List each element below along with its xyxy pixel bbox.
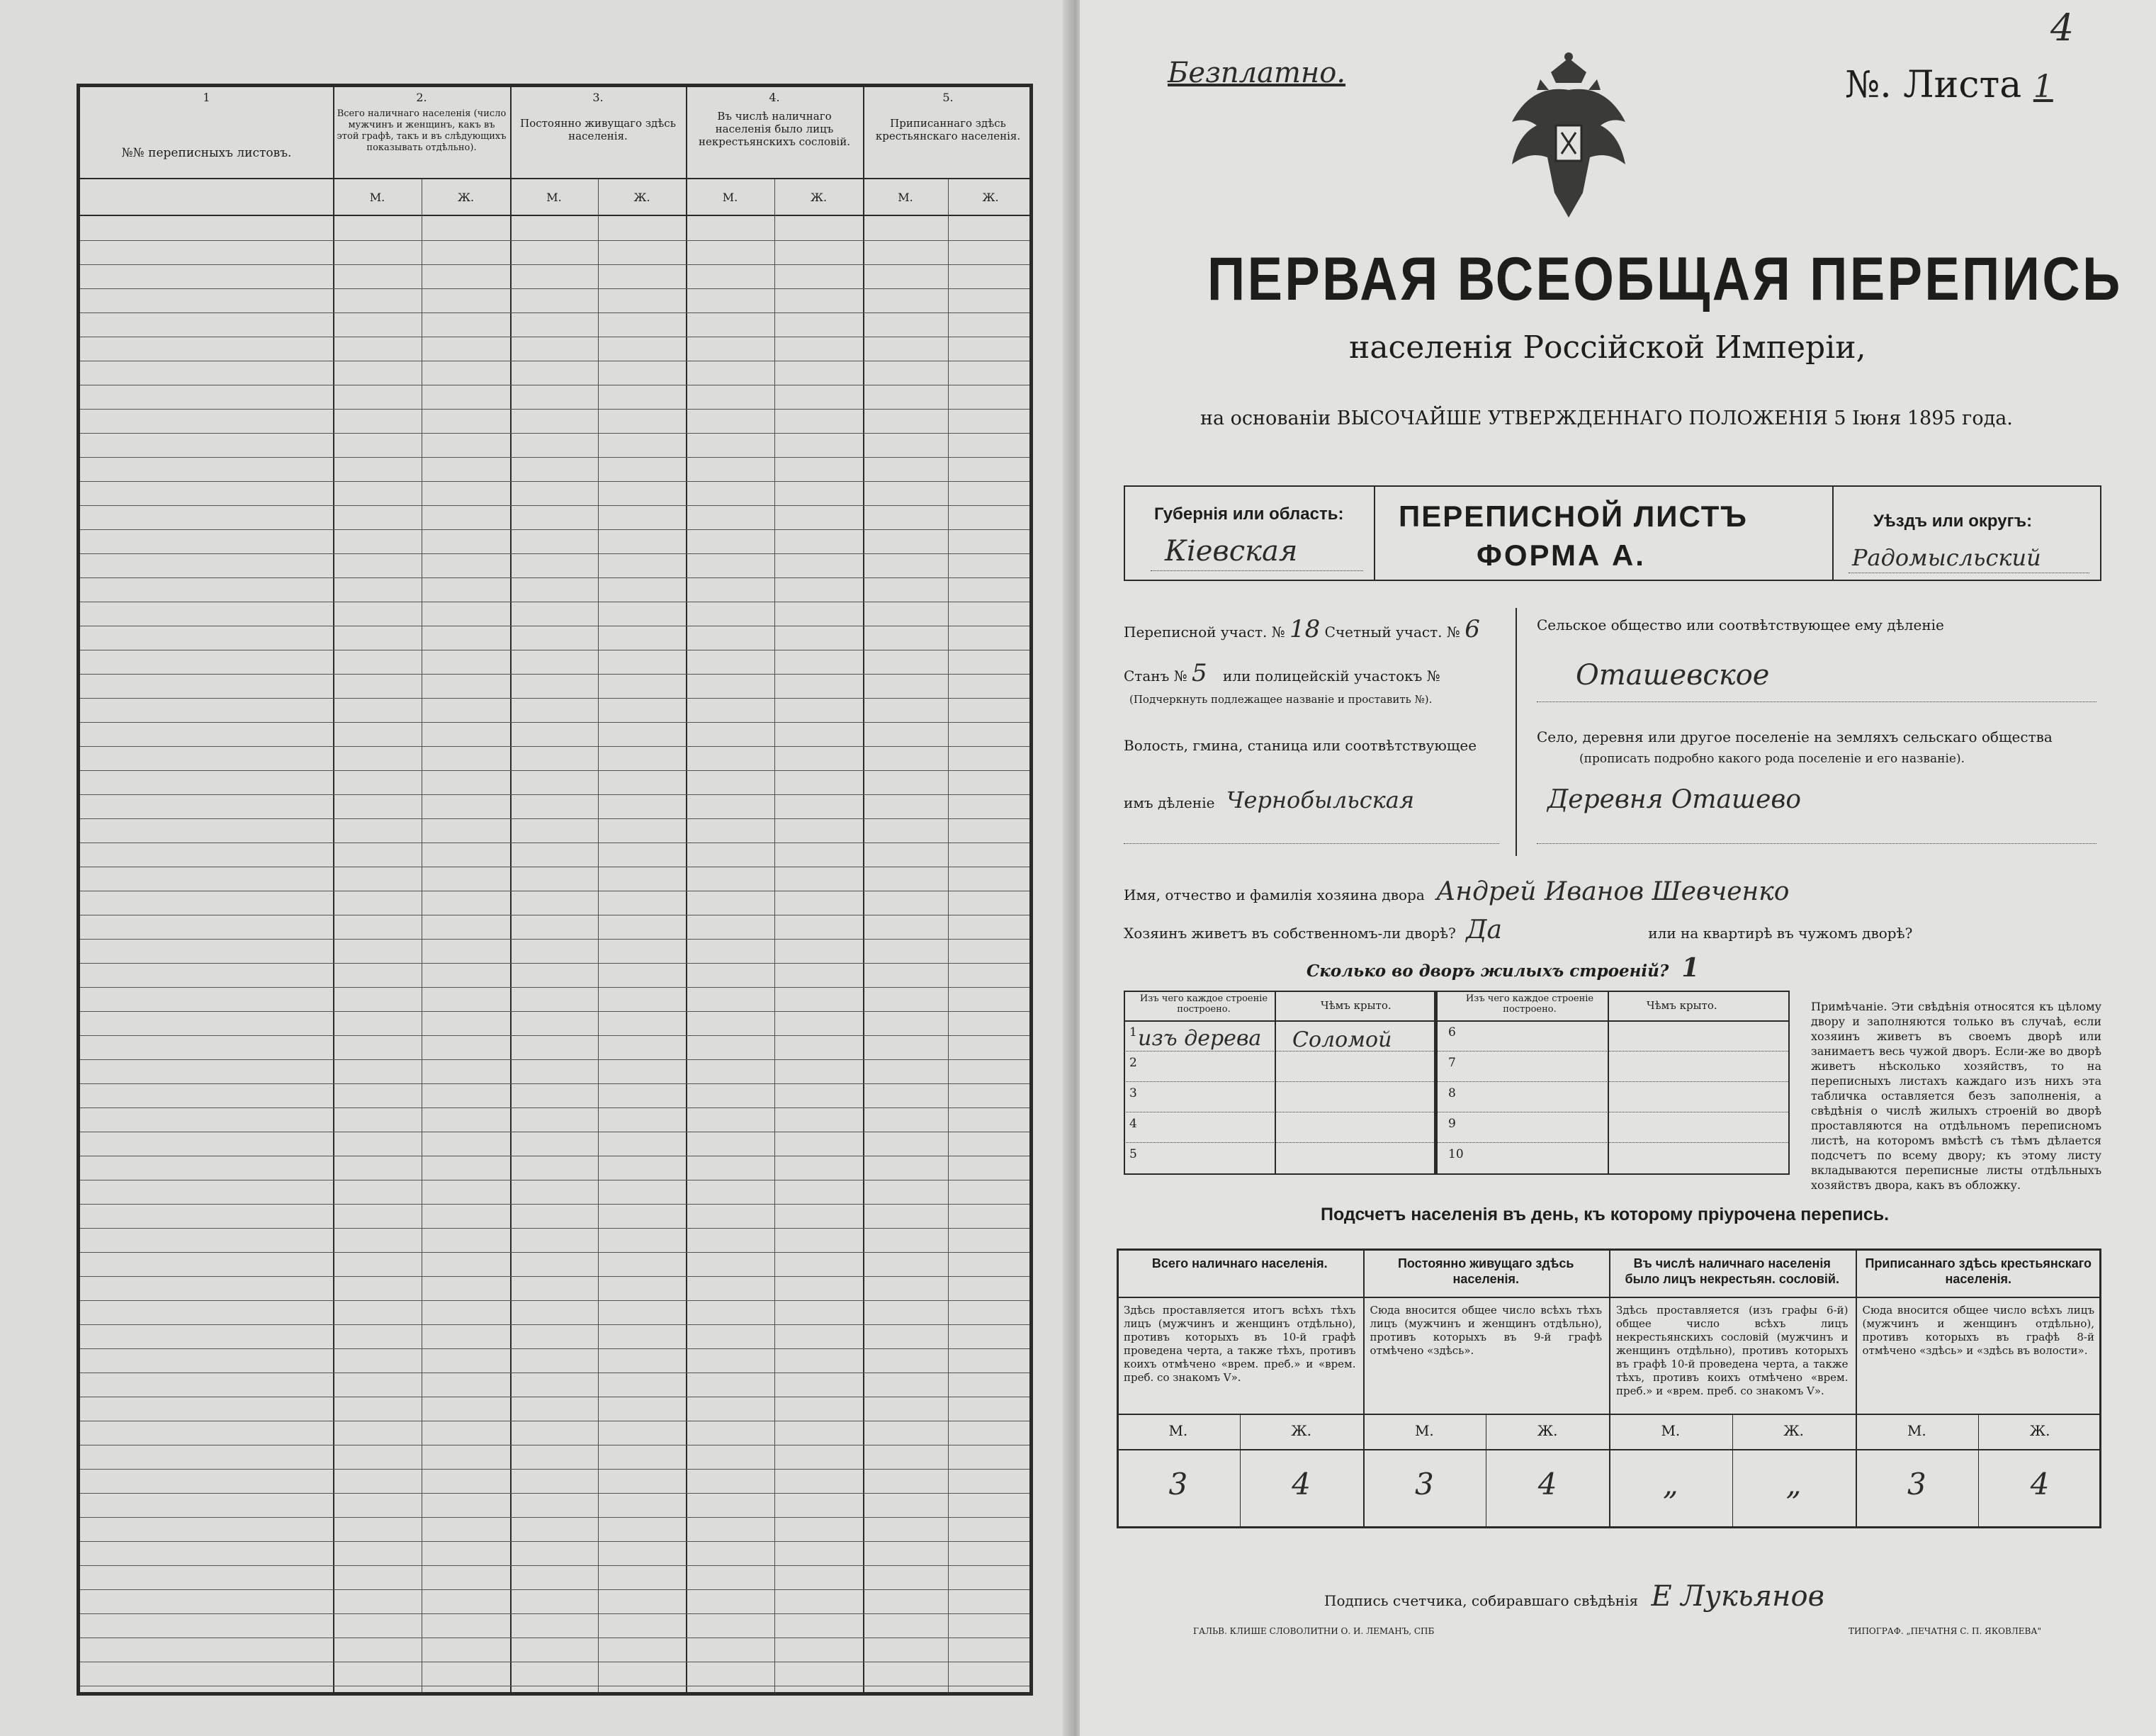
settlement-note: (прописать подробно какого рода поселеніе и его названіе). (1579, 752, 1965, 766)
ruled-line (80, 312, 1029, 313)
imperial-eagle-emblem (1498, 51, 1639, 228)
count-title: Подсчетъ населенія въ день, къ которому пріурочена перепись. (1321, 1205, 1890, 1224)
province-label: Губернія или область: (1154, 505, 1344, 524)
ruled-line (80, 1228, 1029, 1229)
ruled-line (80, 794, 1029, 795)
count-col-f-label: Ж. (1537, 1422, 1558, 1439)
row-line (1124, 1051, 1790, 1052)
signature-row (1324, 1580, 1824, 1613)
district-label: Уѣздъ или округъ: (1873, 512, 2033, 531)
rented-label: или на квартирѣ въ чужомъ дворѣ? (1648, 925, 1913, 942)
col-3-title: Постоянно живущаго здѣсь населенія. (520, 117, 676, 142)
district-value: Радомысльский (1852, 544, 2041, 571)
count-col-desc: Сюда вносится общее число всѣхъ тѣхъ лицъ (мужчинъ и женщинъ отдѣльно), противъ которыхъ въ 9-й графѣ отмѣчено «здѣсь». (1370, 1304, 1602, 1357)
vline (774, 179, 775, 1692)
count-col-m-label: М. (1907, 1422, 1926, 1439)
volost-label-1: Волость, гмина, станица или соотвѣтствующее (1124, 737, 1477, 754)
ruled-line (80, 722, 1029, 723)
col-5-m: М. (898, 191, 913, 204)
ruled-line (80, 1565, 1029, 1566)
volost-value: Чернобыльская (1226, 787, 1414, 813)
census-area-value: 18 (1289, 615, 1321, 643)
col-4-f: Ж. (810, 191, 828, 204)
count-col-desc: Сюда вносится общее число всѣхъ лицъ (мужчинъ и женщинъ отдѣльно), противъ которыхъ въ графѣ 8-й отмѣчено «здѣсь» и «здѣсь въ волости». (1862, 1304, 2094, 1357)
ruled-line (80, 577, 1029, 578)
count-value: „ (1662, 1467, 1678, 1501)
ruled-line (80, 1589, 1029, 1590)
subheader-row-border (80, 179, 1029, 216)
count-area-label: Счетный участ. № (1324, 624, 1460, 641)
count-col-title: Постоянно живущаго здѣсь населенія. (1397, 1256, 1574, 1286)
vline (333, 87, 334, 1692)
col-3-f: Ж. (633, 191, 650, 204)
left-page (0, 0, 1077, 1736)
free-label: Безплатно. (1168, 57, 1346, 89)
buildings-value: 1 (1681, 953, 1700, 983)
ruled-line (80, 770, 1029, 771)
form-title: ПЕРВАЯ ВСЕОБЩАЯ ПЕРЕПИСЬ (1207, 245, 2123, 313)
ruled-line (80, 288, 1029, 289)
building-row-number: 9 (1448, 1117, 1456, 1131)
ruled-line (80, 1276, 1029, 1277)
owner-label: Имя, отчество и фамилія хозяина двора (1124, 886, 1425, 903)
building-row-number: 4 (1129, 1117, 1137, 1131)
ruled-line (80, 987, 1029, 988)
col-5-title: Приписаннаго здѣсь крестьянскаго населенія. (875, 117, 1021, 142)
header-row-border (80, 87, 1029, 179)
ruled-line (80, 1541, 1029, 1542)
signature-value: Е Лукьянов (1651, 1580, 1824, 1613)
village-society-label: Сельское общество или соотвѣтствующее ему дѣленіе (1537, 616, 1944, 633)
col-4-title: Въ числѣ наличнаго населенія было лицъ некрестьянскихъ сословій. (699, 110, 850, 148)
signature-label: Подпись счетчика, собиравшаго свѣдѣнія (1324, 1592, 1639, 1609)
count-value: 3 (1168, 1467, 1188, 1501)
count-col-title: Въ числѣ наличнаго населенія было лицъ некрестьян. сословій. (1625, 1256, 1839, 1286)
ruled-line (80, 1204, 1029, 1205)
col-3-m: М. (546, 191, 562, 204)
sheet-label: №. Листа (1845, 64, 2022, 106)
ruled-line (80, 1613, 1029, 1614)
col-5-f: Ж. (982, 191, 999, 204)
ruled-line (80, 1348, 1029, 1349)
count-col-f-label: Ж. (1783, 1422, 1805, 1439)
underline (1124, 843, 1499, 844)
printer-left: ГАЛЬВ. КЛИШЕ СЛОВОЛИТНИ О. И. ЛЕМАНЪ, СПБ (1193, 1626, 1435, 1636)
ruled-line (80, 842, 1029, 843)
owner-row (1124, 877, 1789, 906)
count-value: „ (1785, 1467, 1802, 1501)
owner-value: Андрей Иванов Шевченко (1436, 877, 1790, 906)
ruled-line (80, 457, 1029, 458)
count-col-m-label: М. (1661, 1422, 1681, 1439)
col-1-num: 1 (203, 91, 210, 104)
row-line (1124, 1081, 1790, 1082)
vline (1374, 485, 1375, 581)
underline (1151, 570, 1363, 571)
stan-value: 5 (1192, 659, 1207, 687)
col-5-num: 5. (942, 91, 954, 104)
stan-note: (Подчеркнуть подлежащее названіе и проставить №). (1129, 693, 1433, 706)
vline (1516, 608, 1517, 856)
bt-row1-material: изъ дерева (1138, 1026, 1262, 1051)
ruled-line (80, 505, 1029, 506)
volost-label-2: имъ дѣленіе (1124, 794, 1215, 811)
census-area-label: Переписной участ. № (1124, 624, 1285, 641)
ruled-line (80, 1493, 1029, 1494)
building-row-number: 3 (1129, 1086, 1137, 1100)
vline (510, 87, 512, 1692)
vline (1275, 991, 1276, 1175)
printer-right: ТИПОГРАФ. „ПЕЧАТНЯ С. П. ЯКОВЛЕВА" (1849, 1626, 2041, 1636)
sheet-label-row (1845, 64, 2053, 106)
settlement-label: Село, деревня или другое поселеніе на земляхъ сельскаго общества (1537, 728, 2053, 745)
ruled-line (80, 1300, 1029, 1301)
ruled-line (80, 1107, 1029, 1108)
bt-col1-left: Изъ чего каждое строеніе построено. (1139, 993, 1268, 1015)
building-row-number: 10 (1448, 1147, 1464, 1161)
col-3-num: 3. (592, 91, 604, 104)
form-basis: на основаніи ВЫСОЧАЙШЕ УТВЕРЖДЕННАГО ПОЛОЖЕНІЯ 5 Іюня 1895 года. (1200, 407, 2013, 429)
corner-mark: 4 (2050, 7, 2075, 50)
count-col-desc: Здѣсь проставляется итогъ всѣхъ тѣхъ лицъ (мужчинъ и женщинъ отдѣльно), противъ которыхъ въ 10-й графѣ проведена черта, а также тѣхъ, противъ коихъ отмѣчено «врем. преб.» и «врем. преб. со знакомъ V». (1124, 1304, 1356, 1384)
count-area-value: 6 (1464, 615, 1480, 643)
settlement-value: Деревня Оташево (1547, 785, 1802, 814)
count-col-m-label: М. (1414, 1422, 1434, 1439)
ruled-line (80, 433, 1029, 434)
vline (948, 179, 949, 1692)
building-row-number: 2 (1129, 1056, 1137, 1070)
ruled-line (80, 746, 1029, 747)
sheet-number: 1 (2033, 69, 2053, 105)
volost-row (1124, 787, 1414, 813)
col-2-num: 2. (416, 91, 427, 104)
count-col-title: Всего наличнаго населенія. (1151, 1256, 1328, 1270)
count-value: 4 (1292, 1467, 1311, 1501)
row-line (1124, 1142, 1790, 1143)
count-value: 3 (1415, 1467, 1434, 1501)
bt-row1-roof: Соломой (1292, 1027, 1392, 1052)
bt-col1-right: Изъ чего каждое строеніе построено. (1465, 993, 1594, 1015)
underline (1537, 701, 2096, 702)
ruled-line (80, 1011, 1029, 1012)
tally-table (77, 84, 1033, 1696)
count-col-f-label: Ж. (2029, 1422, 2050, 1439)
col-2-f: Ж. (457, 191, 475, 204)
underline (1537, 843, 2096, 844)
ruled-line (80, 409, 1029, 410)
ruled-line (80, 1517, 1029, 1518)
village-society-value: Оташевское (1576, 659, 1770, 692)
col-2-title: Всего наличнаго населенія (число мужчинъ и женщинъ, какъ въ этой графѣ, такъ и въ слѣдующихъ показывать отдѣльно). (337, 108, 507, 153)
ruled-line (80, 698, 1029, 699)
count-col-m-label: М. (1168, 1422, 1188, 1439)
col-4-m: М. (722, 191, 738, 204)
vline (1434, 991, 1438, 1175)
form-letter: ФОРМА А. (1477, 539, 1646, 572)
vline (1608, 991, 1609, 1175)
ruled-line (80, 963, 1029, 964)
ruled-line (80, 529, 1029, 530)
census-area-row (1124, 615, 1480, 643)
buildings-label: Сколько во дворъ жилыхъ строеній? (1306, 962, 1669, 981)
count-value: 4 (2030, 1467, 2050, 1501)
hline (1124, 1020, 1790, 1022)
count-col-desc: Здѣсь проставляется (изъ графы 6-й) общее число всѣхъ лицъ некрестьянскихъ сословій (мужчинъ и женщинъ отдѣльно), противъ которыхъ въ графѣ 10-й проведена черта, а также тѣхъ, противъ коихъ отмѣчено «врем. преб.» и «врем. преб. со знакомъ V». (1616, 1304, 1849, 1397)
ruled-line (80, 818, 1029, 819)
col-2-m: М. (369, 191, 385, 204)
building-row-number: 7 (1448, 1056, 1456, 1070)
ruled-line (80, 1083, 1029, 1084)
ruled-line (80, 240, 1029, 241)
stan-row (1124, 659, 1440, 687)
col-4-num: 4. (769, 91, 780, 104)
police-label: или полицейскій участокъ № (1223, 667, 1440, 684)
buildings-row (1306, 953, 1699, 983)
ruled-line (80, 481, 1029, 482)
building-row-number: 6 (1448, 1025, 1456, 1039)
vline (598, 179, 599, 1692)
count-value: 3 (1907, 1467, 1926, 1501)
building-row-number: 8 (1448, 1086, 1456, 1100)
vline (686, 87, 687, 1692)
form-subtitle: населенія Россійской Имперіи, (1349, 329, 1866, 366)
own-yard-row (1124, 915, 1912, 945)
stan-label: Станъ № (1124, 667, 1187, 684)
building-row-number: 5 (1129, 1147, 1137, 1161)
count-col-title: Приписаннаго здѣсь крестьянскаго населенія. (1865, 1256, 2092, 1286)
vline (863, 87, 864, 1692)
bt-col2-right: Чѣмъ крыто. (1647, 999, 1717, 1012)
ruled-line (80, 674, 1029, 675)
note-text: Примѣчаніе. Эти свѣдѣнія относятся къ цѣлому двору и заполняются только въ случаѣ, если хозяинъ живетъ въ своемъ дворѣ или занимаетъ весь чужой дворъ. Если-же во дворѣ живетъ нѣсколько хозяйствъ, то на переписныхъ листахъ каждаго изъ нихъ эта табличка оставляется безъ заполненія, а свѣдѣнія о числѣ жилыхъ строеній во дворѣ проставляются на отдѣльномъ переписномъ листѣ, на которомъ вмѣстѣ съ тѣмъ дѣлается подсчетъ по всему двору; къ этому листу вкладываются переписные листы отдѣльныхъ хозяйствъ двора, какъ въ обложку. (1811, 1000, 2101, 1192)
ruled-line (80, 553, 1029, 554)
ruled-line (80, 939, 1029, 940)
ruled-line (80, 1469, 1029, 1470)
vline (1832, 485, 1834, 581)
ruled-line (80, 1324, 1029, 1325)
ruled-line (80, 1059, 1029, 1060)
ruled-line (80, 1035, 1029, 1036)
col-1-title: №№ переписныхъ листовъ. (121, 146, 292, 160)
bt-col2-left: Чѣмъ крыто. (1321, 999, 1392, 1012)
right-page (1080, 0, 2156, 1736)
building-row-number: 1 (1129, 1025, 1137, 1039)
ruled-line (80, 264, 1029, 265)
ruled-line (80, 1252, 1029, 1253)
count-col-f-label: Ж. (1291, 1422, 1312, 1439)
own-yard-value: Да (1466, 915, 1502, 945)
own-yard-label: Хозяинъ живетъ въ собственномъ-ли дворѣ? (1124, 925, 1456, 942)
sheet-type: ПЕРЕПИСНОЙ ЛИСТЪ (1399, 500, 1748, 533)
count-value: 4 (1537, 1467, 1557, 1501)
province-value: Кіевская (1165, 535, 1298, 568)
